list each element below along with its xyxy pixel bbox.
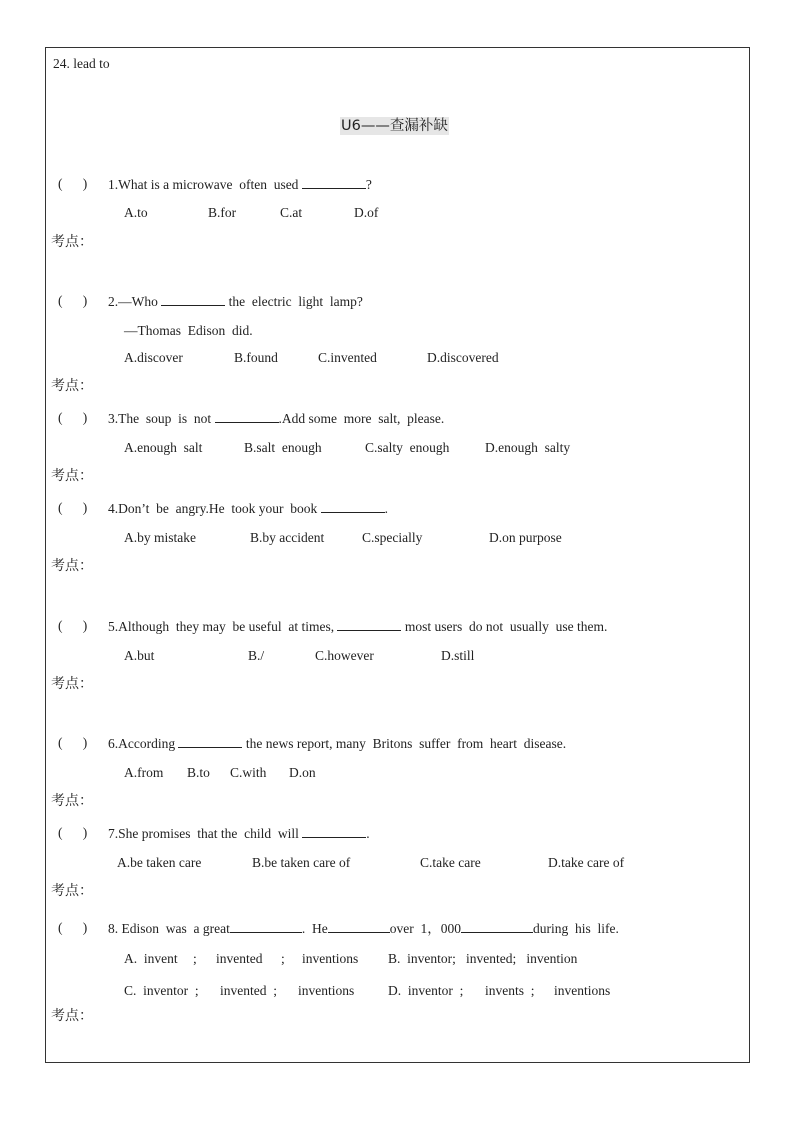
question-5: 5.Although they may be useful at times, most users do not usually use them. — [108, 619, 608, 634]
q4-option-b: B.by accident — [250, 530, 325, 545]
q8-option-a-word3: inventions — [302, 951, 359, 966]
kaodian-label-3: 考点： — [51, 468, 93, 484]
q8-option-a-sep1: ; — [193, 951, 197, 966]
q3-option-b: B.salt enough — [244, 440, 322, 455]
answer-paren-1[interactable]: ( ) — [58, 176, 88, 191]
q2-option-d: D.discovered — [427, 350, 499, 365]
answer-paren-3[interactable]: ( ) — [58, 410, 88, 425]
q7-option-b: B.be taken care of — [252, 855, 351, 870]
q1-option-d: D.of — [354, 205, 379, 220]
q8-option-b: B. inventor; invented; invention — [388, 951, 578, 966]
answer-paren-6[interactable]: ( ) — [58, 735, 88, 750]
q1-option-c: C.at — [280, 205, 303, 220]
q5-option-d: D.still — [441, 648, 475, 663]
q3-option-a: A.enough salt — [124, 440, 203, 455]
q6-option-c: C.with — [230, 765, 267, 780]
question-2: 2.—Who the electric light lamp? — [108, 294, 363, 309]
q7-option-d: D.take care of — [548, 855, 625, 870]
q5-option-c: C.however — [315, 648, 374, 663]
kaodian-label-1: 考点： — [51, 234, 93, 250]
answer-paren-2[interactable]: ( ) — [58, 293, 88, 308]
kaodian-label-4: 考点： — [51, 558, 93, 574]
q5-option-b: B./ — [248, 648, 265, 663]
question-4: 4.Don’t be angry.He took your book . — [108, 501, 388, 516]
kaodian-label-6: 考点： — [51, 793, 93, 809]
q3-option-c: C.salty enough — [365, 440, 450, 455]
question-6: 6.According the news report, many Britons suffer from heart disease. — [108, 736, 567, 751]
kaodian-label-5: 考点： — [51, 676, 93, 692]
answer-paren-4[interactable]: ( ) — [58, 500, 88, 515]
header-line: 24. lead to — [53, 56, 110, 71]
kaodian-label-2: 考点： — [51, 378, 93, 394]
worksheet-frame — [45, 47, 750, 1063]
q4-option-a: A.by mistake — [124, 530, 196, 545]
page-title: U6——查漏补缺 — [341, 118, 448, 134]
answer-paren-8[interactable]: ( ) — [58, 920, 88, 935]
q8-option-c-part2: invented ; — [220, 983, 277, 998]
q3-option-d: D.enough salty — [485, 440, 571, 455]
question-8: 8. Edison was a great . He over 1，000 during his life. — [108, 921, 619, 936]
q8-option-c-part1: C. inventor ; — [124, 983, 199, 998]
q6-option-d: D.on — [289, 765, 316, 780]
question-1: 1.What is a microwave often used ? — [108, 177, 372, 192]
q8-option-c-part3: inventions — [298, 983, 355, 998]
kaodian-label-7: 考点： — [51, 883, 93, 899]
q1-option-b: B.for — [208, 205, 237, 220]
q1-option-a: A.to — [124, 205, 148, 220]
q8-option-a-word1: A. invent — [124, 951, 178, 966]
q4-option-c: C.specially — [362, 530, 423, 545]
q8-option-a-sep2: ; — [281, 951, 285, 966]
answer-paren-5[interactable]: ( ) — [58, 618, 88, 633]
answer-paren-7[interactable]: ( ) — [58, 825, 88, 840]
q7-option-a: A.be taken care — [117, 855, 202, 870]
q8-option-d-part3: inventions — [554, 983, 611, 998]
q2-answer-line: —Thomas Edison did. — [124, 323, 253, 338]
q6-option-b: B.to — [187, 765, 210, 780]
q6-option-a: A.from — [124, 765, 164, 780]
q5-option-a: A.but — [124, 648, 155, 663]
q2-option-a: A.discover — [124, 350, 183, 365]
q8-option-d-part1: D. inventor ; — [388, 983, 464, 998]
question-3: 3.The soup is not .Add some more salt, please. — [108, 411, 445, 426]
q2-option-b: B.found — [234, 350, 278, 365]
question-7: 7.She promises that the child will . — [108, 826, 370, 841]
q8-option-d-part2: invents ; — [485, 983, 535, 998]
kaodian-label-8: 考点： — [51, 1008, 93, 1024]
q7-option-c: C.take care — [420, 855, 481, 870]
q8-option-a-word2: invented — [216, 951, 263, 966]
q4-option-d: D.on purpose — [489, 530, 562, 545]
q2-option-c: C.invented — [318, 350, 377, 365]
